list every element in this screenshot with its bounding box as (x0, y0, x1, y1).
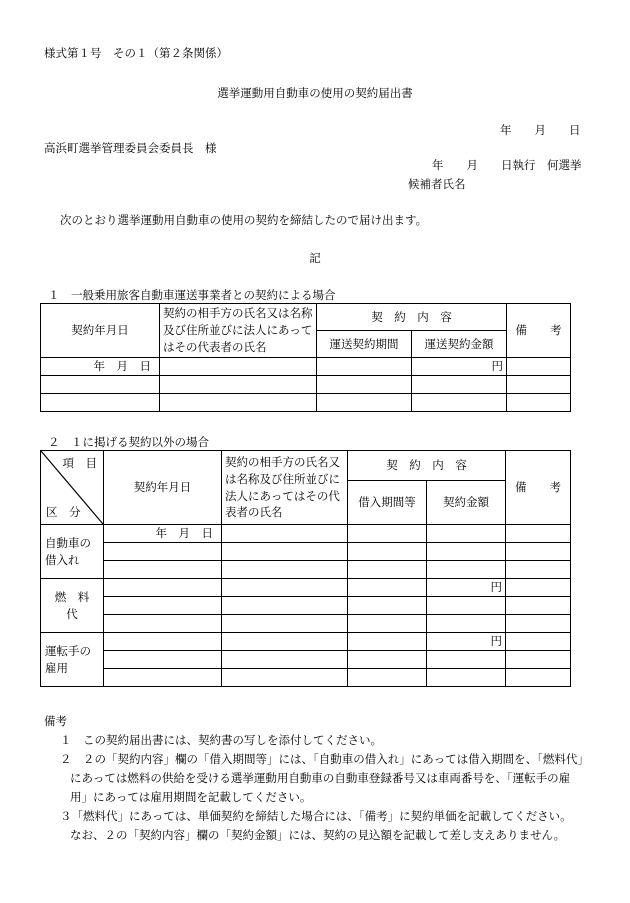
election-line: 年 月 日執行 何選挙 (432, 158, 582, 172)
section2-table (40, 450, 571, 687)
s1-col-period: 運送契約期間 (317, 331, 412, 358)
s2-col-contract: 契 約 内 容 (348, 451, 506, 481)
s2-row-label-car: 自動車の借入れ (41, 525, 104, 579)
s2-col-item: 項 目 (62, 456, 97, 470)
s2-diag-cell (41, 451, 104, 525)
s2-row-label-driver: 運転手の雇用 (41, 633, 104, 687)
note-1: １ この契約届出書には、契約書の写しを添付してください。 (60, 733, 382, 747)
s2-col-amount: 契約金額 (427, 481, 506, 525)
note-2-line3: 用」にあっては雇用期間を記載してください。 (70, 790, 312, 804)
submission-date: 年 月 日 (500, 123, 581, 137)
s1-col-amount: 運送契約金額 (412, 331, 507, 358)
s2-row-label-fuel: 燃 料 代 (41, 579, 104, 633)
section1-table (40, 303, 571, 412)
s2-row-yen-fuel: 円 (427, 579, 506, 597)
candidate-label: 候補者氏名 (408, 177, 466, 191)
s2-col-kubun: 区 分 (46, 505, 81, 520)
note-2-line1: ２ ２の「契約内容」欄の「借入期間等」には、「自動車の借入れ」にあっては借入期間を、「燃料代」 (60, 752, 589, 766)
note-3-line1: ３「燃料代」にあっては、単価契約を締結した場合には、「備考」に契約単価を記載してください。 (60, 809, 572, 823)
s1-row-yen: 円 (412, 358, 507, 376)
s2-col-party: 契約の相手方の氏名又は名称及び住所並びに法人にあってはその代表者の氏名 (222, 451, 348, 525)
s1-col-date: 契約年月日 (41, 304, 160, 358)
form-id: 様式第１号 その１（第２条関係） (44, 46, 228, 60)
s2-row-yen-driver: 円 (427, 633, 506, 651)
section2-heading: ２ １に掲げる契約以外の場合 (48, 435, 209, 449)
s2-col-period: 借入期間等 (348, 481, 427, 525)
addressee: 高浜町選挙管理委員会委員長 様 (44, 141, 217, 155)
note-2-line2: にあっては燃料の供給を受ける選挙運動用自動車の自動車登録番号又は車両番号を、「運転手の雇 (70, 771, 571, 785)
page-title: 選挙運動用自動車の使用の契約届出書 (217, 86, 413, 100)
s1-col-remarks: 備 考 (507, 304, 571, 358)
ki-mark: 記 (309, 251, 321, 265)
s2-row-date: 年 月 日 (104, 525, 222, 543)
s1-col-party: 契約の相手方の氏名又は名称及び住所並びに法人にあってはその代表者の氏名 (160, 304, 317, 358)
section1-heading: １ 一般乗用旅客自動車運送事業者との契約による場合 (48, 288, 336, 302)
notes-heading: 備考 (44, 714, 67, 728)
note-3-line2: なお、２の「契約内容」欄の「契約金額」には、契約の見込額を記載して差し支えありません。 (70, 828, 566, 842)
s2-col-date: 契約年月日 (104, 451, 222, 525)
intro-text: 次のとおり選挙運動用自動車の使用の契約を締結したので届け出ます。 (60, 213, 428, 227)
s1-row-date: 年 月 日 (41, 358, 160, 376)
s2-col-remarks: 備 考 (506, 451, 571, 525)
notes (44, 712, 604, 845)
s1-col-contract: 契 約 内 容 (317, 304, 507, 331)
